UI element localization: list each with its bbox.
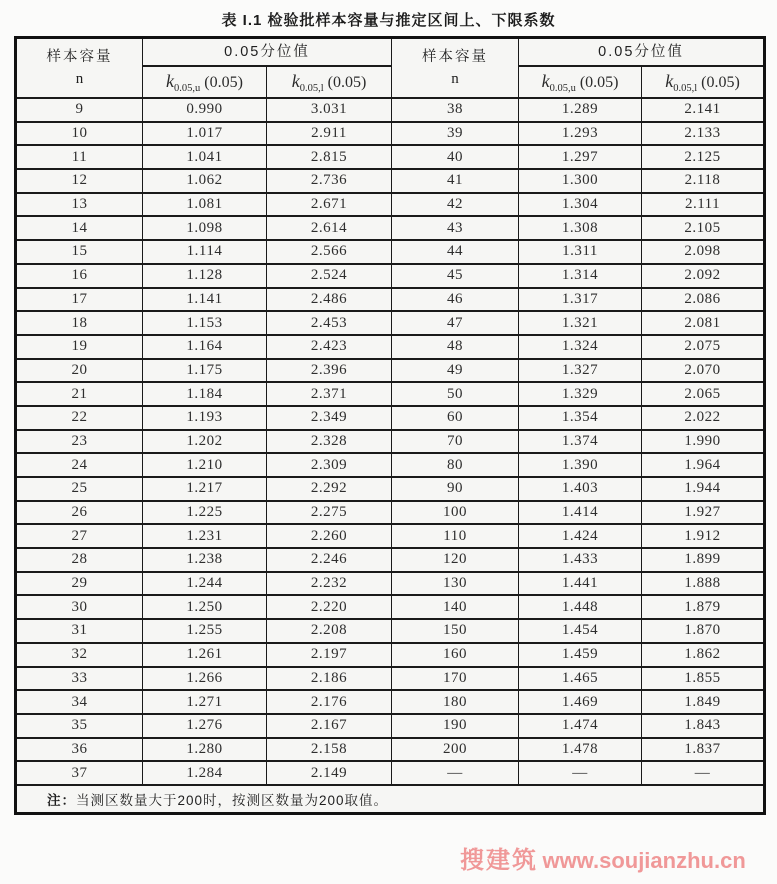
- cell: 1.862: [642, 643, 765, 667]
- cell: 1.255: [143, 619, 267, 643]
- cell: 16: [16, 264, 143, 288]
- cell: 44: [392, 240, 519, 264]
- cell: 9: [16, 98, 143, 122]
- cell: 2.911: [267, 122, 392, 146]
- cell: 0.990: [143, 98, 267, 122]
- cell: 2.328: [267, 430, 392, 454]
- table-row: [16, 193, 765, 217]
- cell: 1.899: [642, 548, 765, 572]
- table-row: [16, 619, 765, 643]
- cell: 70: [392, 430, 519, 454]
- cell: 1.193: [143, 406, 267, 430]
- cell: 1.314: [519, 264, 642, 288]
- cell: 2.423: [267, 335, 392, 359]
- table-row: [16, 359, 765, 383]
- cell: 2.208: [267, 619, 392, 643]
- cell: 33: [16, 667, 143, 691]
- cell: 1.912: [642, 524, 765, 548]
- cell: —: [642, 761, 765, 785]
- cell: 1.184: [143, 382, 267, 406]
- cell: 13: [16, 193, 143, 217]
- cell: 1.202: [143, 430, 267, 454]
- cell: 50: [392, 382, 519, 406]
- cell: 1.304: [519, 193, 642, 217]
- header-k-lower-left: $k_{0.05,l}$ (0.05): [267, 66, 392, 98]
- header-quantile-left: 0.05分位值: [143, 38, 392, 67]
- cell: 1.081: [143, 193, 267, 217]
- watermark-site-name: 搜建筑: [460, 847, 538, 874]
- cell: 31: [16, 619, 143, 643]
- cell: 80: [392, 453, 519, 477]
- cell: 2.133: [642, 122, 765, 146]
- cell: 43: [392, 216, 519, 240]
- cell: 49: [392, 359, 519, 383]
- table-row: [16, 169, 765, 193]
- table-row: [16, 738, 765, 762]
- cell: 42: [392, 193, 519, 217]
- table-row: [16, 98, 765, 122]
- cell: 2.371: [267, 382, 392, 406]
- cell: 35: [16, 714, 143, 738]
- cell: 1.465: [519, 667, 642, 691]
- table-row: [16, 288, 765, 312]
- table-row: [16, 122, 765, 146]
- cell: 48: [392, 335, 519, 359]
- cell: 18: [16, 311, 143, 335]
- cell: 1.329: [519, 382, 642, 406]
- cell: 2.149: [267, 761, 392, 785]
- table-row: [16, 382, 765, 406]
- cell: 1.141: [143, 288, 267, 312]
- cell: 1.238: [143, 548, 267, 572]
- cell: 12: [16, 169, 143, 193]
- cell: 130: [392, 572, 519, 596]
- cell: 1.870: [642, 619, 765, 643]
- cell: 15: [16, 240, 143, 264]
- table-note-row: [16, 785, 765, 814]
- cell: 1.837: [642, 738, 765, 762]
- cell: 22: [16, 406, 143, 430]
- sample-size-symbol: n: [75, 71, 84, 87]
- table-row: [16, 761, 765, 785]
- cell: 1.888: [642, 572, 765, 596]
- cell: 1.280: [143, 738, 267, 762]
- header-quantile-right: 0.05分位值: [519, 38, 765, 67]
- cell: 1.311: [519, 240, 642, 264]
- header-k-lower-right: $k_{0.05,l}$ (0.05): [642, 66, 765, 98]
- cell: 1.017: [143, 122, 267, 146]
- cell: 2.022: [642, 406, 765, 430]
- cell: 1.266: [143, 667, 267, 691]
- table-row: [16, 311, 765, 335]
- cell: 1.327: [519, 359, 642, 383]
- cell: 32: [16, 643, 143, 667]
- cell: 1.062: [143, 169, 267, 193]
- cell: 1.041: [143, 145, 267, 169]
- cell: 160: [392, 643, 519, 667]
- cell: 1.153: [143, 311, 267, 335]
- cell: 2.486: [267, 288, 392, 312]
- cell: 1.244: [143, 572, 267, 596]
- cell: 1.849: [642, 690, 765, 714]
- cell: 2.349: [267, 406, 392, 430]
- table-row: [16, 643, 765, 667]
- cell: 150: [392, 619, 519, 643]
- table-row: [16, 714, 765, 738]
- table-row: [16, 453, 765, 477]
- cell: 39: [392, 122, 519, 146]
- cell: 2.105: [642, 216, 765, 240]
- cell: 1.459: [519, 643, 642, 667]
- cell: 1.354: [519, 406, 642, 430]
- cell: 3.031: [267, 98, 392, 122]
- cell: 2.292: [267, 477, 392, 501]
- cell: 1.261: [143, 643, 267, 667]
- cell: 1.879: [642, 595, 765, 619]
- cell: 2.275: [267, 501, 392, 525]
- cell: 2.086: [642, 288, 765, 312]
- header-sample-size-left: [16, 38, 143, 99]
- cell: 1.231: [143, 524, 267, 548]
- cell: 1.276: [143, 714, 267, 738]
- note-label: 注：: [47, 792, 76, 808]
- table-body: [16, 98, 765, 785]
- cell: 2.176: [267, 690, 392, 714]
- cell: 23: [16, 430, 143, 454]
- cell: 2.092: [642, 264, 765, 288]
- cell: 1.289: [519, 98, 642, 122]
- cell: 47: [392, 311, 519, 335]
- cell: 1.964: [642, 453, 765, 477]
- cell: 11: [16, 145, 143, 169]
- cell: 1.441: [519, 572, 642, 596]
- cell: 2.246: [267, 548, 392, 572]
- sample-size-symbol: n: [451, 71, 459, 87]
- cell: 2.111: [642, 193, 765, 217]
- cell: 10: [16, 122, 143, 146]
- cell: 28: [16, 548, 143, 572]
- sample-size-label: 样本容量: [46, 49, 113, 65]
- cell: 2.141: [642, 98, 765, 122]
- cell: 2.815: [267, 145, 392, 169]
- watermark: [460, 840, 770, 875]
- table-row: [16, 667, 765, 691]
- cell: 1.843: [642, 714, 765, 738]
- cell: 2.309: [267, 453, 392, 477]
- cell: 26: [16, 501, 143, 525]
- cell: 2.396: [267, 359, 392, 383]
- cell: 1.297: [519, 145, 642, 169]
- table-row: [16, 595, 765, 619]
- cell: 90: [392, 477, 519, 501]
- cell: 29: [16, 572, 143, 596]
- table-row: [16, 145, 765, 169]
- cell: 1.374: [519, 430, 642, 454]
- cell: 36: [16, 738, 143, 762]
- cell: —: [519, 761, 642, 785]
- cell: 100: [392, 501, 519, 525]
- cell: 2.118: [642, 169, 765, 193]
- cell: 2.158: [267, 738, 392, 762]
- cell: 60: [392, 406, 519, 430]
- cell: 40: [392, 145, 519, 169]
- cell: 1.944: [642, 477, 765, 501]
- cell: 1.114: [143, 240, 267, 264]
- table-row: [16, 524, 765, 548]
- cell: 1.317: [519, 288, 642, 312]
- header-k-upper-left: $k_{0.05,u}$ (0.05): [143, 66, 267, 98]
- cell: 30: [16, 595, 143, 619]
- table-row: [16, 264, 765, 288]
- table-row: [16, 240, 765, 264]
- cell: 2.098: [642, 240, 765, 264]
- table-header: [16, 38, 765, 99]
- note-text: 当测区数量大于200时，按测区数量为200取值。: [76, 792, 389, 808]
- cell: 41: [392, 169, 519, 193]
- cell: 1.271: [143, 690, 267, 714]
- cell: 1.128: [143, 264, 267, 288]
- cell: 2.167: [267, 714, 392, 738]
- cell: 1.454: [519, 619, 642, 643]
- cell: 1.855: [642, 667, 765, 691]
- table-row: [16, 406, 765, 430]
- table-row: [16, 501, 765, 525]
- header-k-upper-right: $k_{0.05,u}$ (0.05): [519, 66, 642, 98]
- cell: 1.284: [143, 761, 267, 785]
- cell: 1.927: [642, 501, 765, 525]
- cell: 200: [392, 738, 519, 762]
- cell: 1.098: [143, 216, 267, 240]
- cell: 2.220: [267, 595, 392, 619]
- cell: 14: [16, 216, 143, 240]
- cell: 19: [16, 335, 143, 359]
- cell: 1.990: [642, 430, 765, 454]
- coefficient-table: [14, 36, 766, 815]
- cell: 37: [16, 761, 143, 785]
- cell: 2.260: [267, 524, 392, 548]
- cell: 1.308: [519, 216, 642, 240]
- table-row: [16, 430, 765, 454]
- cell: 2.065: [642, 382, 765, 406]
- cell: 27: [16, 524, 143, 548]
- cell: 24: [16, 453, 143, 477]
- table-row: [16, 216, 765, 240]
- cell: 2.671: [267, 193, 392, 217]
- cell: 190: [392, 714, 519, 738]
- cell: 1.210: [143, 453, 267, 477]
- table-row: [16, 477, 765, 501]
- cell: 1.478: [519, 738, 642, 762]
- cell: 1.448: [519, 595, 642, 619]
- cell: 1.250: [143, 595, 267, 619]
- cell: 2.081: [642, 311, 765, 335]
- cell: 2.125: [642, 145, 765, 169]
- cell: 1.474: [519, 714, 642, 738]
- table-row: [16, 548, 765, 572]
- table-row: [16, 690, 765, 714]
- cell: 2.524: [267, 264, 392, 288]
- cell: 25: [16, 477, 143, 501]
- cell: 140: [392, 595, 519, 619]
- cell: 1.300: [519, 169, 642, 193]
- cell: 1.164: [143, 335, 267, 359]
- cell: 2.566: [267, 240, 392, 264]
- cell: 1.469: [519, 690, 642, 714]
- cell: 2.186: [267, 667, 392, 691]
- cell: 180: [392, 690, 519, 714]
- cell: —: [392, 761, 519, 785]
- cell: 120: [392, 548, 519, 572]
- cell: 2.070: [642, 359, 765, 383]
- cell: 1.225: [143, 501, 267, 525]
- cell: 45: [392, 264, 519, 288]
- cell: 2.075: [642, 335, 765, 359]
- cell: 46: [392, 288, 519, 312]
- cell: 1.217: [143, 477, 267, 501]
- cell: 1.321: [519, 311, 642, 335]
- cell: 2.614: [267, 216, 392, 240]
- cell: 2.736: [267, 169, 392, 193]
- table-title: 表 I.1 检验批样本容量与推定区间上、下限系数: [221, 12, 556, 29]
- cell: 1.293: [519, 122, 642, 146]
- table-note: [16, 785, 765, 814]
- cell: 1.414: [519, 501, 642, 525]
- cell: 1.424: [519, 524, 642, 548]
- cell: 1.433: [519, 548, 642, 572]
- sample-size-label: 样本容量: [422, 49, 489, 65]
- table-row: [16, 572, 765, 596]
- watermark-url: www.soujianzhu.cn: [542, 848, 746, 873]
- cell: 2.453: [267, 311, 392, 335]
- table-row: [16, 335, 765, 359]
- cell: 110: [392, 524, 519, 548]
- cell: 34: [16, 690, 143, 714]
- cell: 17: [16, 288, 143, 312]
- cell: 1.390: [519, 453, 642, 477]
- cell: 2.197: [267, 643, 392, 667]
- cell: 38: [392, 98, 519, 122]
- cell: 1.324: [519, 335, 642, 359]
- cell: 20: [16, 359, 143, 383]
- cell: 170: [392, 667, 519, 691]
- cell: 1.403: [519, 477, 642, 501]
- cell: 1.175: [143, 359, 267, 383]
- cell: 2.232: [267, 572, 392, 596]
- cell: 21: [16, 382, 143, 406]
- header-sample-size-right: [392, 38, 519, 99]
